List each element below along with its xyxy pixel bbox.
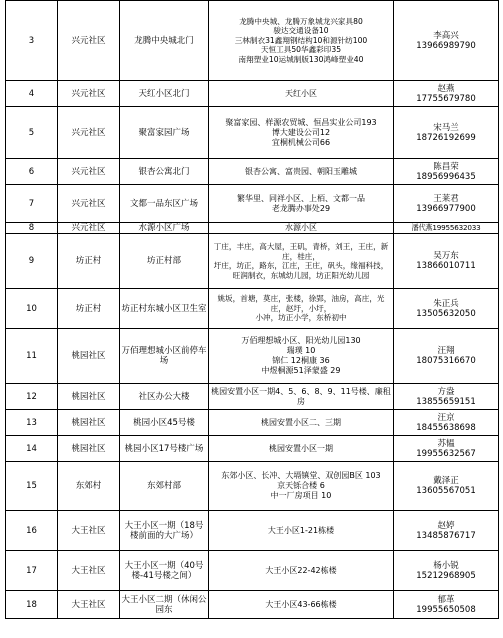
covered-area: 银杏公寓、富贵园、朝阳玉雕城: [209, 159, 394, 185]
row-number: 17: [6, 551, 58, 591]
community-name: 兴元社区: [58, 159, 120, 185]
table-row: [6, 107, 499, 159]
table-row: [6, 384, 499, 410]
contact-person-phone: 苏韫 19955632567: [394, 436, 499, 462]
community-name: 大王社区: [58, 551, 120, 591]
contact-person-phone: 郁革 19955650508: [394, 591, 499, 619]
covered-area: 姚坂，首塘，莫庄，张楼，徐郢，油房，高庄，光庄，赵圩，小圩， 小冲，坊正小学，东桥初中: [209, 289, 394, 329]
covered-area: 东郊小区、长冲、大塥镇堂、双创园B区 103 京天铄合楼 6 中一厂房项目 10: [209, 462, 394, 511]
community-name: 兴元社区: [58, 107, 120, 159]
covered-area: 万佰理想城小区、阳光幼儿园130 瑞璞 10 锦仁 12桐康 36 中煜桐源51泽蒙盛 29: [209, 329, 394, 384]
test-site: 聚富家园广场: [120, 107, 209, 159]
community-name: 东郊村: [58, 462, 120, 511]
community-name: 桃园社区: [58, 329, 120, 384]
table-row: [6, 81, 499, 107]
contact-person-phone: 方盎 13855659151: [394, 384, 499, 410]
table-row: [6, 551, 499, 591]
contact-person-phone: 朱正兵 13505632050: [394, 289, 499, 329]
row-number: 15: [6, 462, 58, 511]
community-name: 坊正村: [58, 289, 120, 329]
community-name: 大王社区: [58, 511, 120, 551]
community-name: 桃园社区: [58, 410, 120, 436]
table-row: [6, 234, 499, 289]
community-name: 兴元社区: [58, 81, 120, 107]
table-row: [6, 436, 499, 462]
table-row: [6, 1, 499, 81]
row-number: 8: [6, 223, 58, 234]
table-row: [6, 462, 499, 511]
row-number: 7: [6, 185, 58, 223]
test-site: 桃园小区17号楼广场: [120, 436, 209, 462]
test-site: 龙腾中央城北门: [120, 1, 209, 81]
contact-person-phone: 吴万东 13866010711: [394, 234, 499, 289]
covered-area: 繁华里、同祥小区、上栢、文都一品 老龙腾办事处29: [209, 185, 394, 223]
table-row: [6, 159, 499, 185]
row-number: 3: [6, 1, 58, 81]
test-site: 社区办公大楼: [120, 384, 209, 410]
contact-person-phone: 汪翔 18075316670: [394, 329, 499, 384]
covered-area: 龙腾中央城、龙腾万象城龙兴家具80 骏达交通设备10 三林制衣31鑫翔钢结构10和源针纺100 天恒工具50华鑫彩印35 南翔塑业10运城制版130鸿峰塑业40: [209, 1, 394, 81]
covered-area: 桃园安置小区一期4、5、6、8、9、11号楼、廉租房: [209, 384, 394, 410]
test-site: 大王小区一期（40号楼-41号楼之间）: [120, 551, 209, 591]
test-site: 银杏公寓北门: [120, 159, 209, 185]
table-row: [6, 185, 499, 223]
test-site-table: [5, 0, 499, 619]
test-site: 坊正村东城小区卫生室: [120, 289, 209, 329]
table-row: [6, 329, 499, 384]
community-name: 大王社区: [58, 591, 120, 619]
table-row: [6, 511, 499, 551]
row-number: 6: [6, 159, 58, 185]
test-site: 文都一品东区广场: [120, 185, 209, 223]
contact-person-phone: 潘代燕19955632033: [394, 223, 499, 234]
table-row: [6, 289, 499, 329]
test-site: 东郊村部: [120, 462, 209, 511]
covered-area: 天红小区: [209, 81, 394, 107]
test-site: 大王小区二期（休闲公园东: [120, 591, 209, 619]
test-site: 坊正村部: [120, 234, 209, 289]
row-number: 18: [6, 591, 58, 619]
row-number: 16: [6, 511, 58, 551]
contact-person-phone: 王莱君 13966977900: [394, 185, 499, 223]
test-site: 水源小区广场: [120, 223, 209, 234]
contact-person-phone: 赵婷 13485876717: [394, 511, 499, 551]
contact-person-phone: 陈昌荣 18956996435: [394, 159, 499, 185]
covered-area: 大王小区22-42栋楼: [209, 551, 394, 591]
test-site: 大王小区一期（18号楼前面的大广场）: [120, 511, 209, 551]
contact-person-phone: 李高兴 13966989790: [394, 1, 499, 81]
community-name: 坊正村: [58, 234, 120, 289]
table-row: [6, 591, 499, 619]
row-number: 14: [6, 436, 58, 462]
covered-area: 水源小区: [209, 223, 394, 234]
table-row: [6, 223, 499, 234]
contact-person-phone: 宋马兰 18726192699: [394, 107, 499, 159]
community-name: 桃园社区: [58, 436, 120, 462]
row-number: 13: [6, 410, 58, 436]
test-site: 天红小区北门: [120, 81, 209, 107]
covered-area: 桃园安置小区一期: [209, 436, 394, 462]
covered-area: 聚富家园、样源农贸城、恒昌实业公司193 博大建设公司12 宜桐机械公司66: [209, 107, 394, 159]
row-number: 9: [6, 234, 58, 289]
test-site: 万佰理想城小区前停车场: [120, 329, 209, 384]
row-number: 12: [6, 384, 58, 410]
row-number: 5: [6, 107, 58, 159]
contact-person-phone: 戴泽正 13605567051: [394, 462, 499, 511]
test-site: 桃园小区45号楼: [120, 410, 209, 436]
contact-person-phone: 杨小锐 15212968905: [394, 551, 499, 591]
row-number: 11: [6, 329, 58, 384]
community-name: 桃园社区: [58, 384, 120, 410]
contact-person-phone: 赵燕 17755679780: [394, 81, 499, 107]
row-number: 4: [6, 81, 58, 107]
community-name: 兴元社区: [58, 1, 120, 81]
covered-area: 大王小区1-21栋楼: [209, 511, 394, 551]
covered-area: 大王小区43-66栋楼: [209, 591, 394, 619]
row-number: 10: [6, 289, 58, 329]
covered-area: 丁庄，丰庄，高大屋，王矶，青桥，刘王，王庄，新庄，桂庄， 圩庄，坊正，路东，江庄，王庄，矾头，缘福科技，旺润制衣，东城幼儿园，坊正阳光幼儿园: [209, 234, 394, 289]
community-name: 兴元社区: [58, 223, 120, 234]
community-name: 兴元社区: [58, 185, 120, 223]
table-row: [6, 410, 499, 436]
covered-area: 桃园安置小区二、三期: [209, 410, 394, 436]
contact-person-phone: 汪京 18455638698: [394, 410, 499, 436]
